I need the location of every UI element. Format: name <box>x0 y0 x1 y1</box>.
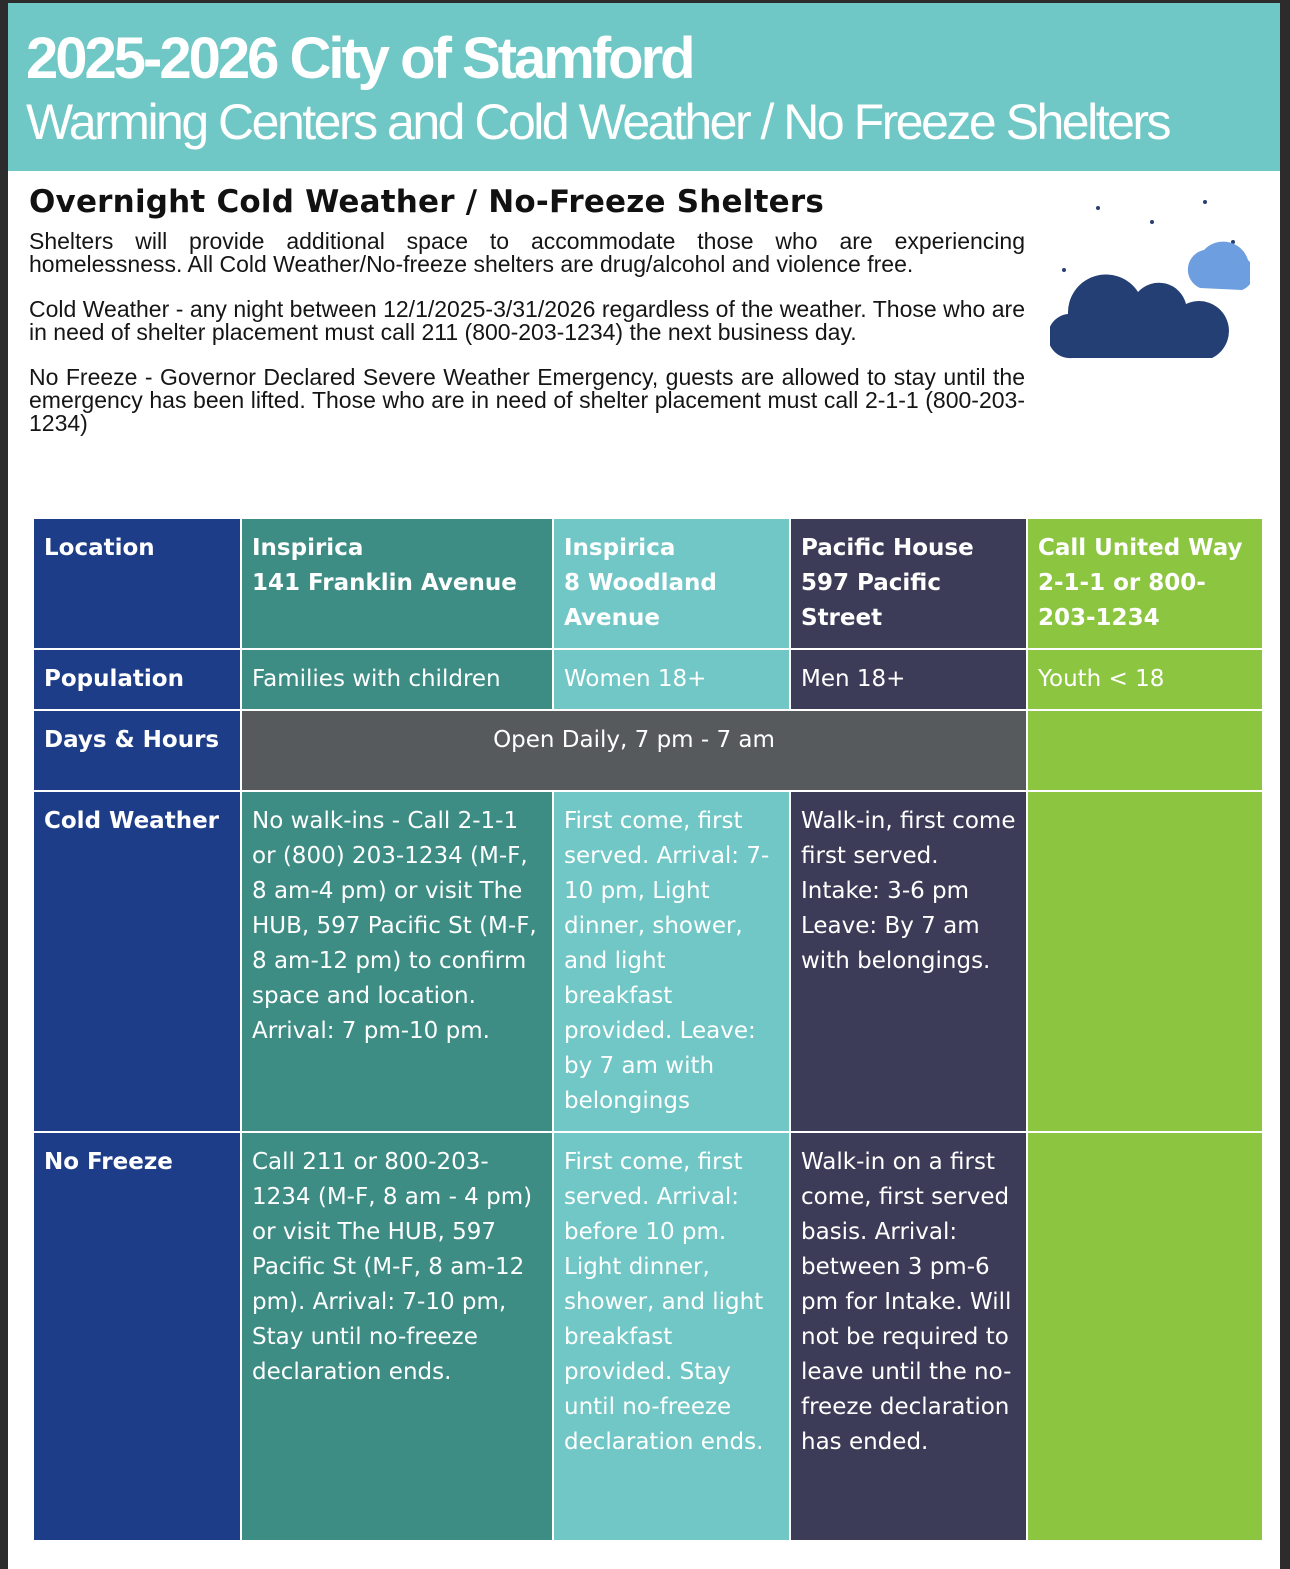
hours-value: Open Daily, 7 pm - 7 am <box>241 710 1027 791</box>
population-cell: Women 18+ <box>553 649 790 710</box>
cold-weather-row <box>33 791 1263 1132</box>
page-subtitle: Warming Centers and Cold Weather / No Freeze Shelters <box>26 94 1170 150</box>
cold-weather-cell: Walk-in, first come first served. Intake: 3-6 pm Leave: By 7 am with belongings. <box>790 791 1027 1132</box>
location-cell-col1 <box>241 518 553 649</box>
location-row <box>33 518 1263 649</box>
location-name: Inspirica <box>252 535 364 561</box>
row-label-cold-weather: Cold Weather <box>33 791 241 1132</box>
location-address: 8 Woodland Avenue <box>564 570 717 631</box>
empty-cell <box>1027 710 1263 791</box>
page-title: 2025-2026 City of Stamford <box>26 26 693 91</box>
location-address: 2-1-1 or 800-203-1234 <box>1038 570 1206 631</box>
cold-weather-cell: First come, first served. Arrival: 7-10 pm, Light dinner, shower, and light breakfast provided. Leave: by 7 am with belongings <box>553 791 790 1132</box>
no-freeze-cell: Walk-in on a first come, first served basis. Arrival: between 3 pm-6 pm for Intake. Will not be required to leave until the no-freeze declaration has ended. <box>790 1132 1027 1541</box>
moon-cloud-night-icon <box>1050 190 1250 365</box>
section-heading: Overnight Cold Weather / No-Freeze Shelters <box>29 184 824 220</box>
no-freeze-row <box>33 1132 1263 1541</box>
cold-weather-cell <box>1027 791 1263 1132</box>
row-label-population: Population <box>33 649 241 710</box>
cold-weather-definition: Cold Weather - any night between 12/1/2025-3/31/2026 regardless of the weather. Those who are in need of shelter placement must call 211 (800-203-1234) the next business day. <box>29 296 1025 345</box>
frame-right <box>1280 0 1290 1569</box>
intro-paragraph: Shelters will provide additional space to accommodate those who are experiencing homelessness. All Cold Weather/No-freeze shelters are drug/alcohol and violence free. <box>29 228 1025 277</box>
row-label-no-freeze: No Freeze <box>33 1132 241 1541</box>
location-cell-col4 <box>1027 518 1263 649</box>
location-name: Pacific House <box>801 535 974 561</box>
location-cell-col2 <box>553 518 790 649</box>
row-label-location: Location <box>33 518 241 649</box>
population-cell: Families with children <box>241 649 553 710</box>
no-freeze-definition: No Freeze - Governor Declared Severe Weather Emergency, guests are allowed to stay until the emergency has been lifted. Those who are in need of shelter placement must call 2-1-1 (800-203-1234) <box>29 364 1025 436</box>
frame-left <box>0 0 8 1569</box>
location-name: Call United Way <box>1038 535 1243 561</box>
row-label-days-hours: Days & Hours <box>33 710 241 791</box>
population-row <box>33 649 1263 710</box>
no-freeze-cell <box>1027 1132 1263 1541</box>
population-cell: Youth < 18 <box>1027 649 1263 710</box>
title-banner <box>8 3 1280 171</box>
location-cell-col3 <box>790 518 1027 649</box>
intro-section <box>29 184 1025 457</box>
location-address: 141 Franklin Avenue <box>252 570 517 596</box>
location-address: 597 Pacific Street <box>801 570 941 631</box>
shelter-table <box>32 517 1264 1542</box>
location-name: Inspirica <box>564 535 676 561</box>
population-cell: Men 18+ <box>790 649 1027 710</box>
cold-weather-cell: No walk-ins - Call 2-1-1 or (800) 203-1234 (M-F, 8 am-4 pm) or visit The HUB, 597 Pacific St (M-F, 8 am-12 pm) to confirm space and location. Arrival: 7 pm-10 pm. <box>241 791 553 1132</box>
days-hours-row <box>33 710 1263 791</box>
no-freeze-cell: Call 211 or 800-203-1234 (M-F, 8 am - 4 pm) or visit The HUB, 597 Pacific St (M-F, 8 am-12 pm). Arrival: 7-10 pm, Stay until no-freeze declaration ends. <box>241 1132 553 1541</box>
no-freeze-cell: First come, first served. Arrival: before 10 pm. Light dinner, shower, and light breakfast provided. Stay until no-freeze declaration ends. <box>553 1132 790 1541</box>
